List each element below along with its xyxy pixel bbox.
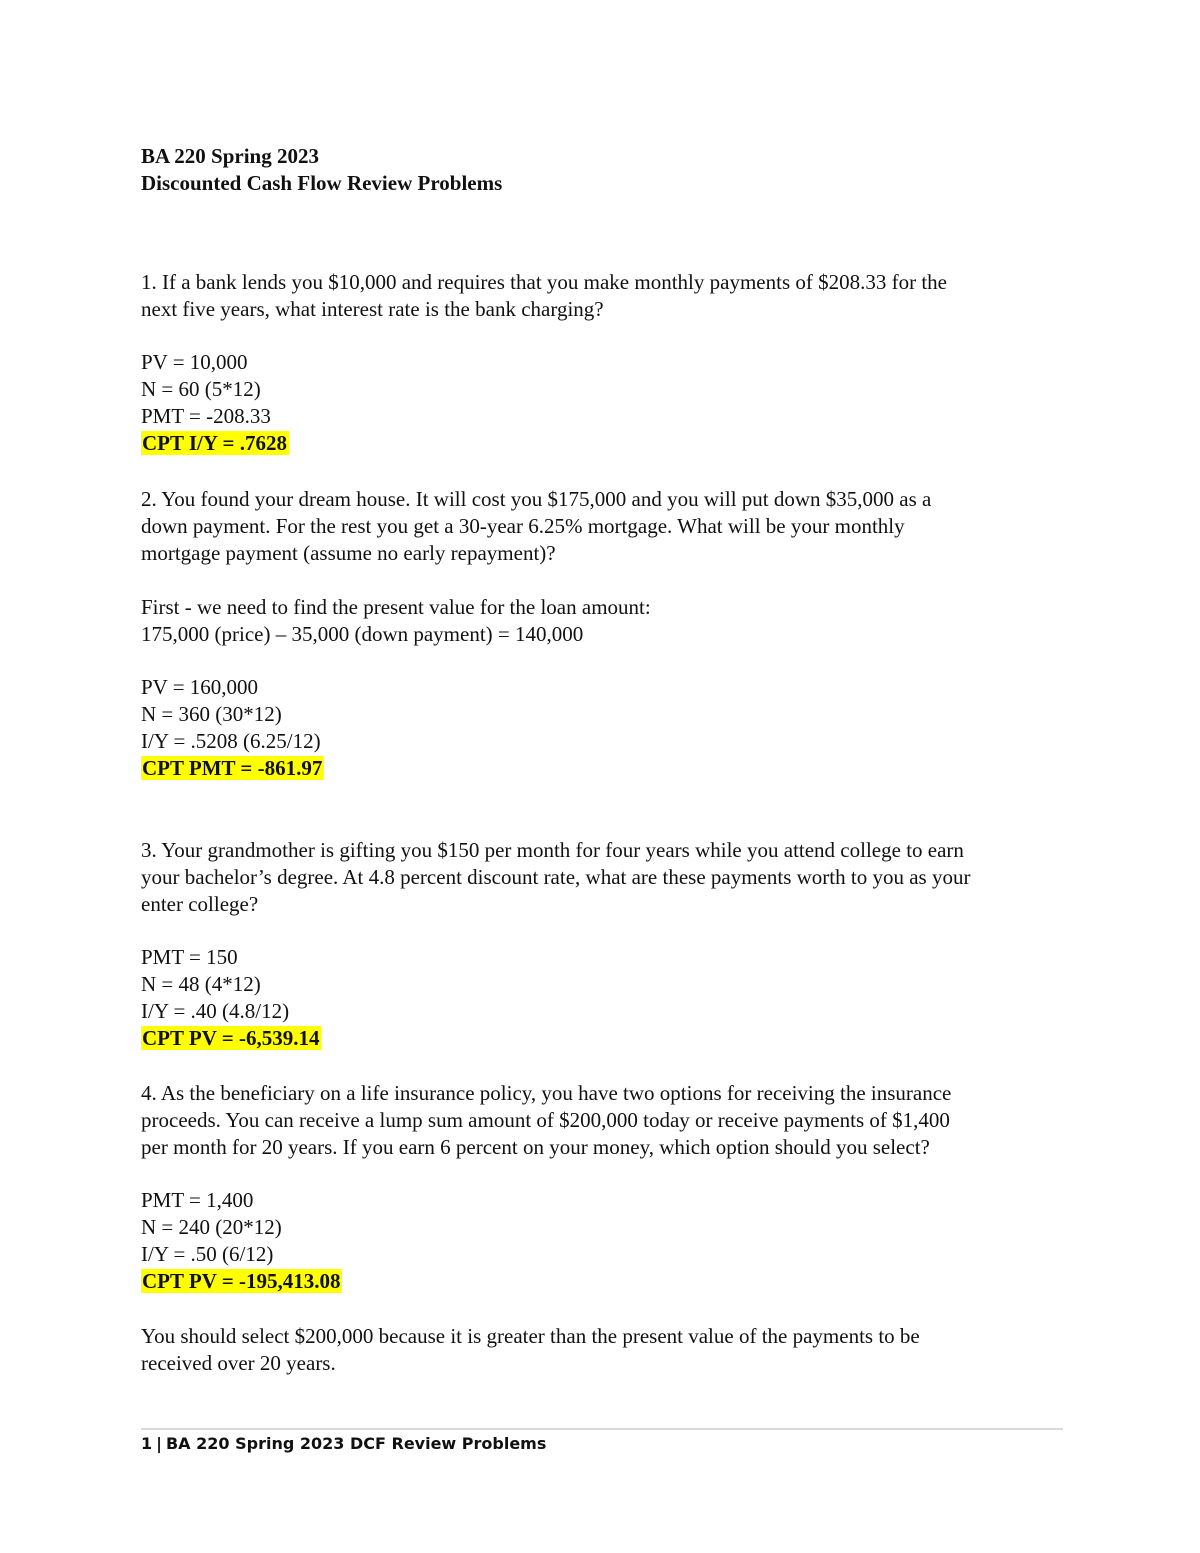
document-subtitle: Discounted Cash Flow Review Problems bbox=[141, 171, 503, 195]
problem-4-conclusion-line-1: You should select $200,000 because it is greater than the present value of the payments to be bbox=[141, 1324, 920, 1348]
footer-title: BA 220 Spring 2023 DCF Review Problems bbox=[165, 1434, 547, 1453]
problem-2-work-iy: I/Y = .5208 (6.25/12) bbox=[141, 729, 321, 753]
footer-page-number: 1 bbox=[141, 1434, 153, 1453]
problem-4-answer bbox=[141, 1268, 342, 1295]
problem-3-answer-highlight: CPT PV = -6,539.14 bbox=[142, 1026, 320, 1050]
problem-4-question-line-2: proceeds. You can receive a lump sum amount of $200,000 today or receive payments of $1,400 bbox=[141, 1108, 950, 1132]
footer-separator: | bbox=[156, 1434, 162, 1453]
problem-3-question-line-1: 3. Your grandmother is gifting you $150 per month for four years while you attend college to earn bbox=[141, 838, 964, 862]
problem-2-answer bbox=[141, 755, 324, 782]
course-title: BA 220 Spring 2023 bbox=[141, 144, 319, 168]
problem-4-work-pmt: PMT = 1,400 bbox=[141, 1188, 254, 1212]
problem-1-answer bbox=[141, 430, 289, 457]
problem-4-conclusion-line-2: received over 20 years. bbox=[141, 1351, 336, 1375]
problem-3-question-line-2: your bachelor’s degree. At 4.8 percent discount rate, what are these payments worth to you as your bbox=[141, 865, 971, 889]
problem-4-work-iy: I/Y = .50 (6/12) bbox=[141, 1242, 274, 1266]
problem-3-answer bbox=[141, 1025, 321, 1052]
problem-2-answer-highlight: CPT PMT = -861.97 bbox=[142, 756, 323, 780]
problem-4-answer-highlight: CPT PV = -195,413.08 bbox=[142, 1269, 341, 1293]
problem-2-question-line-2: down payment. For the rest you get a 30-year 6.25% mortgage. What will be your monthly bbox=[141, 514, 905, 538]
problem-1-answer-highlight: CPT I/Y = .7628 bbox=[142, 431, 287, 455]
problem-2-work-n: N = 360 (30*12) bbox=[141, 702, 282, 726]
page-footer bbox=[141, 1433, 546, 1455]
problem-1-question-line-1: 1. If a bank lends you $10,000 and requires that you make monthly payments of $208.33 for the bbox=[141, 270, 947, 294]
problem-1-work-pmt: PMT = -208.33 bbox=[141, 404, 271, 428]
problem-2-intro-line-1: First - we need to find the present value for the loan amount: bbox=[141, 595, 651, 619]
footer-divider bbox=[141, 1428, 1063, 1430]
problem-3-work-pmt: PMT = 150 bbox=[141, 945, 238, 969]
problem-2-work-pv: PV = 160,000 bbox=[141, 675, 259, 699]
problem-2-question-line-3: mortgage payment (assume no early repayment)? bbox=[141, 541, 556, 565]
problem-4-work-n: N = 240 (20*12) bbox=[141, 1215, 282, 1239]
problem-1-question-line-2: next five years, what interest rate is the bank charging? bbox=[141, 297, 604, 321]
problem-3-work-n: N = 48 (4*12) bbox=[141, 972, 261, 996]
problem-3-question-line-3: enter college? bbox=[141, 892, 259, 916]
problem-4-question-line-3: per month for 20 years. If you earn 6 percent on your money, which option should you select? bbox=[141, 1135, 930, 1159]
problem-4-question-line-1: 4. As the beneficiary on a life insurance policy, you have two options for receiving the insurance bbox=[141, 1081, 952, 1105]
problem-2-question-line-1: 2. You found your dream house. It will cost you $175,000 and you will put down $35,000 as a bbox=[141, 487, 932, 511]
problem-2-intro-line-2: 175,000 (price) – 35,000 (down payment) = 140,000 bbox=[141, 622, 584, 646]
problem-3-work-iy: I/Y = .40 (4.8/12) bbox=[141, 999, 290, 1023]
problem-1-work-n: N = 60 (5*12) bbox=[141, 377, 261, 401]
problem-1-work-pv: PV = 10,000 bbox=[141, 350, 248, 374]
